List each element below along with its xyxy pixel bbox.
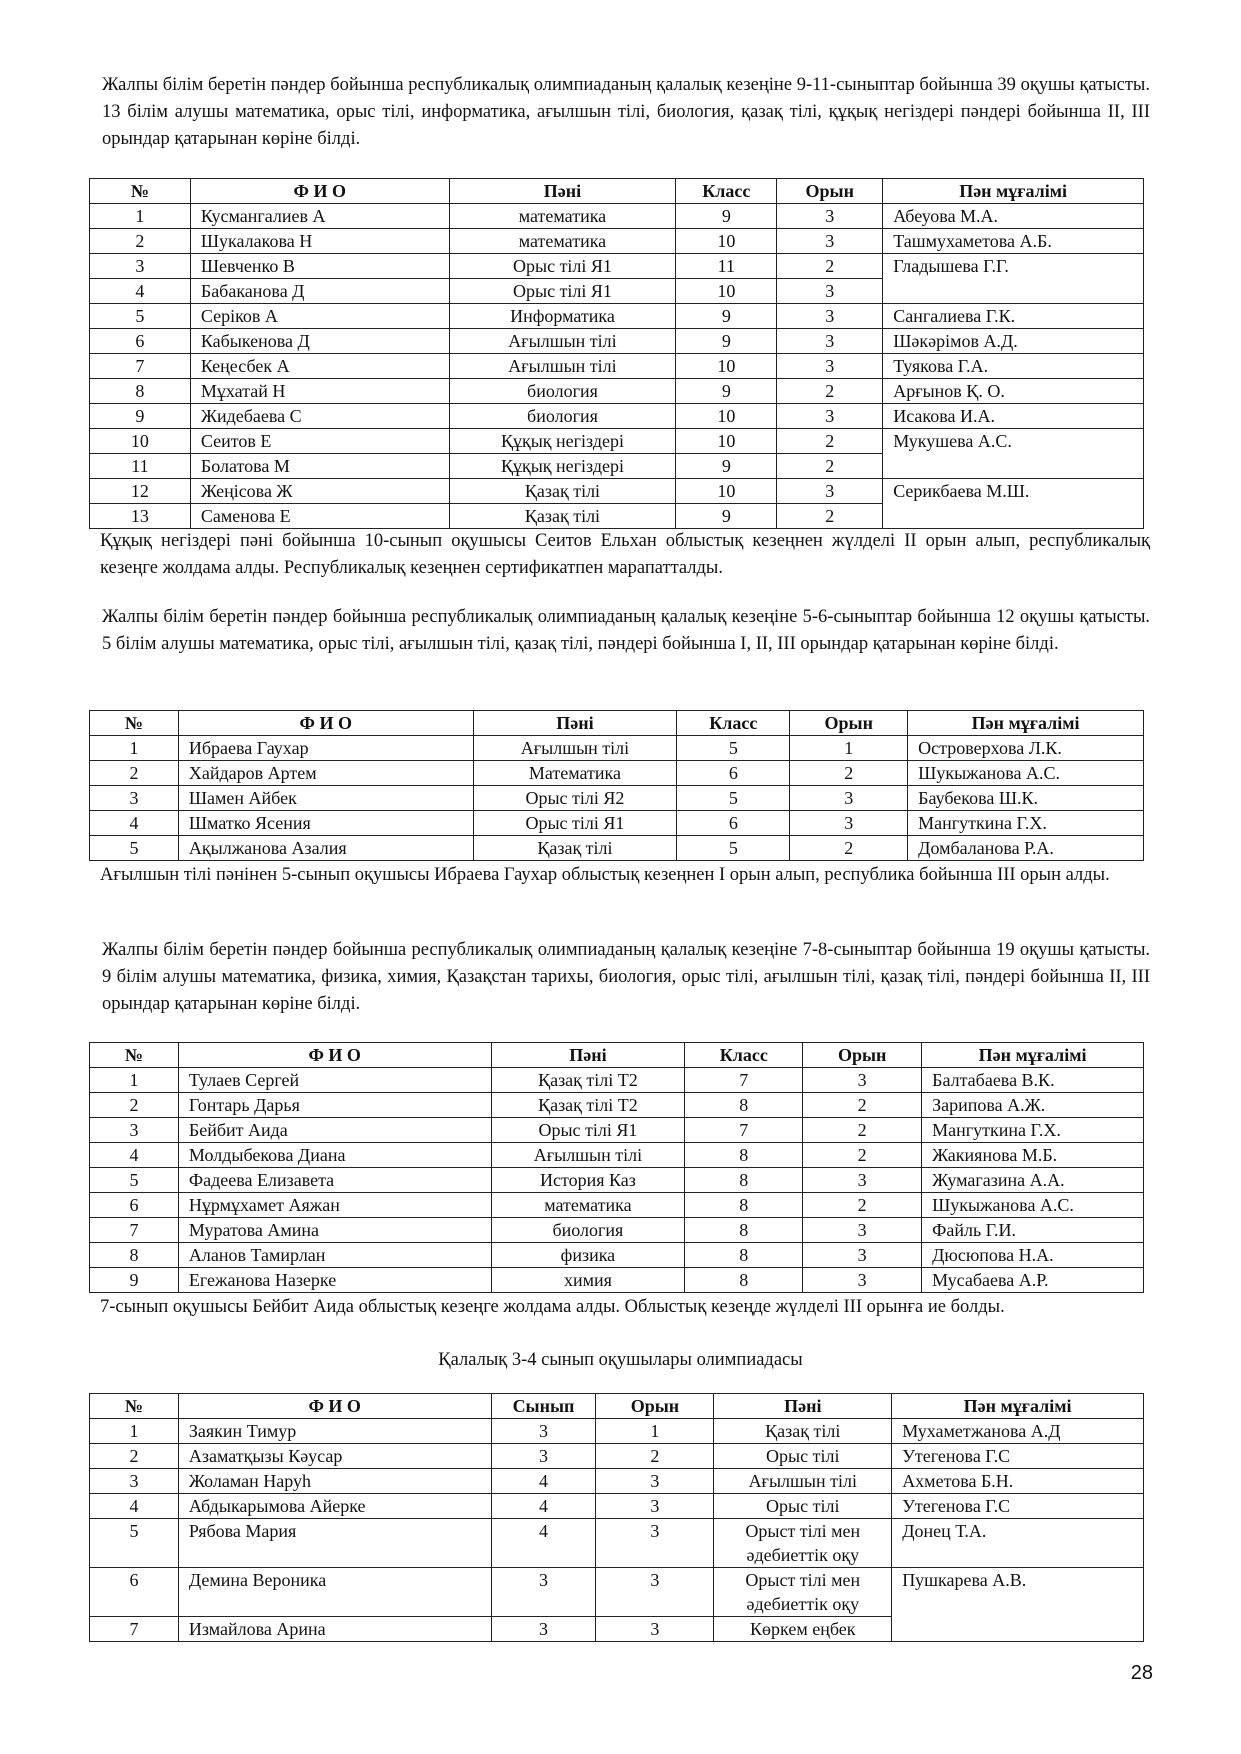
cell-number: 7 <box>90 354 191 379</box>
cell-name: Заякин Тимур <box>178 1419 491 1444</box>
table-header-row <box>90 711 1144 736</box>
cell-subject: Қазақ тілі <box>449 479 676 504</box>
cell-class: 5 <box>677 736 790 761</box>
cell-name: Шматко Ясения <box>178 811 473 836</box>
paragraph-grades-5-6: Жалпы білім беретін пәндер бойынша республикалық олимпиаданың қалалық кезеңіне 5-6-сыныптар бойынша 12 оқушы қатысты. 5 білім алушы математика, орыс тілі, ағылшын тілі, қазақ тілі, пәндері бойынша І, ІІ, ІІІ орындар қатарынан көріне білді. <box>102 607 1150 654</box>
cell-class: 10 <box>676 404 777 429</box>
table-row <box>90 429 1144 454</box>
cell-place: 2 <box>777 254 883 279</box>
cell-number: 12 <box>90 479 191 504</box>
table-row <box>90 1268 1144 1293</box>
cell-grade: 3 <box>491 1617 596 1642</box>
table-row <box>90 329 1144 354</box>
table-row <box>90 379 1144 404</box>
cell-subject: Орыст тілі мен әдебиеттік оқу <box>714 1519 892 1568</box>
cell-teacher: Серикбаева М.Ш. <box>883 479 1144 529</box>
cell-place: 2 <box>803 1143 922 1168</box>
cell-subject: Құқық негіздері <box>449 429 676 454</box>
col-header-subject: Пәні <box>473 711 677 736</box>
cell-number: 2 <box>90 761 179 786</box>
cell-name: Егежанова Назерке <box>178 1268 491 1293</box>
cell-place: 3 <box>790 786 908 811</box>
cell-number: 10 <box>90 429 191 454</box>
cell-place: 1 <box>790 736 908 761</box>
cell-place: 1 <box>596 1419 714 1444</box>
table-row <box>90 1143 1144 1168</box>
cell-place: 3 <box>777 204 883 229</box>
cell-class: 9 <box>676 204 777 229</box>
section-title-grades-3-4: Қалалық 3-4 сынып оқушылары олимпиадасы <box>438 1350 803 1370</box>
cell-subject: Ағылшын тілі <box>449 329 676 354</box>
table-row <box>90 404 1144 429</box>
col-header-place: Орын <box>790 711 908 736</box>
cell-teacher: Жумагазина А.А. <box>922 1168 1144 1193</box>
cell-number: 5 <box>90 1168 179 1193</box>
col-header-grade: Сынып <box>491 1394 596 1419</box>
cell-place: 2 <box>803 1193 922 1218</box>
cell-teacher: Туякова Г.А. <box>883 354 1144 379</box>
cell-number: 4 <box>90 279 191 304</box>
table-row <box>90 1494 1144 1519</box>
cell-place: 3 <box>803 1068 922 1093</box>
cell-name: Демина Вероника <box>178 1568 491 1617</box>
table-row <box>90 1193 1144 1218</box>
cell-teacher: Шәкәрімов А.Д. <box>883 329 1144 354</box>
cell-class: 10 <box>676 279 777 304</box>
cell-teacher: Зарипова А.Ж. <box>922 1093 1144 1118</box>
cell-subject: Орыс тілі <box>714 1444 892 1469</box>
table-row <box>90 1469 1144 1494</box>
cell-class: 6 <box>677 811 790 836</box>
table-row <box>90 304 1144 329</box>
table-row <box>90 1519 1144 1568</box>
cell-grade: 4 <box>491 1494 596 1519</box>
col-header-teacher: Пән мұғалімі <box>883 179 1144 204</box>
table-row <box>90 1218 1144 1243</box>
cell-place: 2 <box>790 761 908 786</box>
cell-number: 7 <box>90 1218 179 1243</box>
cell-class: 9 <box>676 329 777 354</box>
cell-subject: История Каз <box>491 1168 685 1193</box>
cell-subject: Ағылшын тілі <box>491 1143 685 1168</box>
cell-number: 9 <box>90 404 191 429</box>
cell-number: 3 <box>90 1118 179 1143</box>
table-grades-5-6 <box>89 710 1144 861</box>
table-row <box>90 736 1144 761</box>
table-row <box>90 1168 1144 1193</box>
table-row <box>90 1243 1144 1268</box>
cell-name: Бейбит Аида <box>178 1118 491 1143</box>
cell-class: 8 <box>685 1093 803 1118</box>
col-header-name: Ф И О <box>190 179 449 204</box>
cell-name: Измайлова Арина <box>178 1617 491 1642</box>
cell-name: Муратова Амина <box>178 1218 491 1243</box>
table-row <box>90 786 1144 811</box>
cell-place: 2 <box>777 429 883 454</box>
cell-class: 10 <box>676 354 777 379</box>
cell-teacher: Утегенова Г.С <box>892 1444 1144 1469</box>
col-header-subject: Пәні <box>714 1394 892 1419</box>
cell-class: 8 <box>685 1143 803 1168</box>
cell-teacher: Жакиянова М.Б. <box>922 1143 1144 1168</box>
cell-teacher: Файль Г.И. <box>922 1218 1144 1243</box>
cell-place: 3 <box>777 404 883 429</box>
cell-name: Ақылжанова Азалия <box>178 836 473 861</box>
cell-class: 5 <box>677 786 790 811</box>
cell-place: 3 <box>777 229 883 254</box>
cell-place: 3 <box>596 1519 714 1568</box>
table-header-row <box>90 179 1144 204</box>
cell-subject: Орыс тілі Я1 <box>491 1118 685 1143</box>
cell-name: Бабаканова Д <box>190 279 449 304</box>
col-header-name: Ф И О <box>178 1394 491 1419</box>
cell-name: Абдыкарымова Айерке <box>178 1494 491 1519</box>
cell-subject: Орыс тілі Я1 <box>449 254 676 279</box>
cell-name: Нұрмұхамет Аяжан <box>178 1193 491 1218</box>
cell-teacher: Мангуткина Г.Х. <box>908 811 1144 836</box>
cell-number: 3 <box>90 1469 179 1494</box>
cell-teacher: Исакова И.А. <box>883 404 1144 429</box>
cell-grade: 3 <box>491 1419 596 1444</box>
cell-number: 13 <box>90 504 191 529</box>
table-row <box>90 1419 1144 1444</box>
col-header-number: № <box>90 711 179 736</box>
cell-teacher: Шукыжанова А.С. <box>922 1193 1144 1218</box>
table-grades-9-11 <box>89 178 1144 529</box>
cell-number: 6 <box>90 1193 179 1218</box>
table-row <box>90 229 1144 254</box>
cell-subject: Көркем еңбек <box>714 1617 892 1642</box>
cell-class: 8 <box>685 1218 803 1243</box>
cell-class: 5 <box>677 836 790 861</box>
cell-subject: физика <box>491 1243 685 1268</box>
table-header-row <box>90 1043 1144 1068</box>
cell-place: 3 <box>777 479 883 504</box>
cell-subject: Қазақ тілі <box>449 504 676 529</box>
cell-place: 2 <box>803 1118 922 1143</box>
col-header-teacher: Пән мұғалімі <box>922 1043 1144 1068</box>
cell-place: 3 <box>596 1617 714 1642</box>
cell-teacher: Утегенова Г.С <box>892 1494 1144 1519</box>
cell-number: 1 <box>90 1068 179 1093</box>
cell-number: 3 <box>90 254 191 279</box>
cell-subject: Орыс тілі Я1 <box>449 279 676 304</box>
cell-place: 2 <box>777 454 883 479</box>
cell-teacher: Шукыжанова А.С. <box>908 761 1144 786</box>
cell-name: Жидебаева С <box>190 404 449 429</box>
cell-name: Жоламан Наруһ <box>178 1469 491 1494</box>
cell-class: 6 <box>677 761 790 786</box>
col-header-class: Класс <box>676 179 777 204</box>
cell-subject: Орыс тілі <box>714 1494 892 1519</box>
cell-number: 8 <box>90 379 191 404</box>
table-grades-7-8 <box>89 1042 1144 1293</box>
cell-teacher: Гладышева Г.Г. <box>883 254 1144 304</box>
col-header-name: Ф И О <box>178 1043 491 1068</box>
cell-number: 1 <box>90 736 179 761</box>
cell-name: Саменова Е <box>190 504 449 529</box>
cell-subject: Орыс тілі Я1 <box>473 811 677 836</box>
cell-name: Шевченко В <box>190 254 449 279</box>
cell-number: 7 <box>90 1617 179 1642</box>
cell-subject: химия <box>491 1268 685 1293</box>
col-header-name: Ф И О <box>178 711 473 736</box>
cell-class: 7 <box>685 1118 803 1143</box>
cell-subject: математика <box>449 204 676 229</box>
cell-name: Ибраева Гаухар <box>178 736 473 761</box>
cell-name: Мұхатай Н <box>190 379 449 404</box>
cell-teacher: Баубекова Ш.К. <box>908 786 1144 811</box>
cell-grade: 4 <box>491 1519 596 1568</box>
cell-teacher: Мусабаева А.Р. <box>922 1268 1144 1293</box>
cell-class: 11 <box>676 254 777 279</box>
cell-number: 6 <box>90 1568 179 1617</box>
cell-name: Гонтарь Дарья <box>178 1093 491 1118</box>
col-header-class: Класс <box>677 711 790 736</box>
caption-grade7-result: 7-сынып оқушысы Бейбит Аида облыстық кезеңге жолдама алды. Облыстық кезеңде жүлделі ІІІ орынға ие болды. <box>100 1297 1005 1317</box>
cell-place: 2 <box>803 1093 922 1118</box>
cell-place: 3 <box>803 1168 922 1193</box>
cell-teacher: Мукушева А.С. <box>883 429 1144 479</box>
cell-teacher: Мангуткина Г.Х. <box>922 1118 1144 1143</box>
col-header-subject: Пәні <box>449 179 676 204</box>
cell-number: 1 <box>90 204 191 229</box>
caption-english-result: Ағылшын тілі пәнінен 5-сынып оқушысы Ибраева Гаухар облыстық кезеңнен І орын алып, республика бойынша ІІІ орын алды. <box>100 865 1110 885</box>
cell-place: 3 <box>777 279 883 304</box>
cell-subject: Ағылшын тілі <box>473 736 677 761</box>
cell-class: 9 <box>676 304 777 329</box>
cell-place: 3 <box>777 304 883 329</box>
cell-subject: математика <box>449 229 676 254</box>
cell-place: 3 <box>777 354 883 379</box>
cell-subject: Ағылшын тілі <box>714 1469 892 1494</box>
page-number: 28 <box>1130 1662 1153 1684</box>
table-row <box>90 204 1144 229</box>
table-row <box>90 254 1144 279</box>
cell-name: Болатова М <box>190 454 449 479</box>
cell-subject: Орыс тілі Я2 <box>473 786 677 811</box>
cell-number: 4 <box>90 1494 179 1519</box>
table-row <box>90 1444 1144 1469</box>
cell-teacher: Сангалиева Г.К. <box>883 304 1144 329</box>
cell-class: 10 <box>676 229 777 254</box>
cell-subject: Қазақ тілі Т2 <box>491 1068 685 1093</box>
cell-subject: биология <box>491 1218 685 1243</box>
table-row <box>90 836 1144 861</box>
cell-teacher: Абеуова М.А. <box>883 204 1144 229</box>
cell-teacher: Пушкарева А.В. <box>892 1568 1144 1642</box>
cell-subject: биология <box>449 379 676 404</box>
cell-name: Сеитов Е <box>190 429 449 454</box>
cell-subject: Қазақ тілі <box>714 1419 892 1444</box>
cell-teacher: Балтабаева В.К. <box>922 1068 1144 1093</box>
cell-number: 1 <box>90 1419 179 1444</box>
col-header-teacher: Пән мұғалімі <box>908 711 1144 736</box>
cell-number: 4 <box>90 1143 179 1168</box>
table-row <box>90 1118 1144 1143</box>
cell-number: 5 <box>90 304 191 329</box>
caption-law-result: Құқық негіздері пәні бойынша 10-сынып оқушысы Сеитов Ельхан облыстық кезеңнен жүлделі ІІ орын алып, республикалық кезеңге жолдама алды. Республикалық кезеңнен сертификатпен марапатталды. <box>100 531 1150 578</box>
cell-teacher: Донец Т.А. <box>892 1519 1144 1568</box>
cell-grade: 3 <box>491 1444 596 1469</box>
cell-teacher: Ахметова Б.Н. <box>892 1469 1144 1494</box>
cell-name: Тулаев Сергей <box>178 1068 491 1093</box>
col-header-number: № <box>90 1043 179 1068</box>
paragraph-grades-9-11: Жалпы білім беретін пәндер бойынша республикалық олимпиаданың қалалық кезеңіне 9-11-сыныптар бойынша 39 оқушы қатысты. 13 білім алушы математика, орыс тілі, информатика, ағылшын тілі, биология, қазақ тілі, құқық негіздері пәндері бойынша ІІ, ІІІ орындар қатарынан көріне білді. <box>102 75 1150 149</box>
table-grades-3-4 <box>89 1393 1144 1642</box>
cell-name: Шукалакова Н <box>190 229 449 254</box>
cell-teacher: Ташмухаметова А.Б. <box>883 229 1144 254</box>
table-row <box>90 1068 1144 1093</box>
cell-name: Молдыбекова Диана <box>178 1143 491 1168</box>
cell-class: 10 <box>676 429 777 454</box>
table-row <box>90 354 1144 379</box>
cell-subject: Қазақ тілі Т2 <box>491 1093 685 1118</box>
col-header-subject: Пәні <box>491 1043 685 1068</box>
cell-place: 3 <box>596 1469 714 1494</box>
cell-teacher: Домбаланова Р.А. <box>908 836 1144 861</box>
col-header-class: Класс <box>685 1043 803 1068</box>
cell-name: Фадеева Елизавета <box>178 1168 491 1193</box>
cell-number: 8 <box>90 1243 179 1268</box>
cell-name: Кусмангалиев А <box>190 204 449 229</box>
table-row <box>90 761 1144 786</box>
cell-class: 9 <box>676 504 777 529</box>
cell-class: 8 <box>685 1268 803 1293</box>
cell-number: 4 <box>90 811 179 836</box>
cell-teacher: Мухаметжанова А.Д <box>892 1419 1144 1444</box>
cell-subject: биология <box>449 404 676 429</box>
cell-grade: 3 <box>491 1568 596 1617</box>
cell-subject: Информатика <box>449 304 676 329</box>
cell-teacher: Арғынов Қ. О. <box>883 379 1144 404</box>
cell-subject: Математика <box>473 761 677 786</box>
table-row <box>90 811 1144 836</box>
cell-name: Жеңісова Ж <box>190 479 449 504</box>
table-header-row <box>90 1394 1144 1419</box>
cell-number: 2 <box>90 1093 179 1118</box>
cell-class: 10 <box>676 479 777 504</box>
cell-class: 9 <box>676 379 777 404</box>
cell-name: Рябова Мария <box>178 1519 491 1568</box>
cell-class: 9 <box>676 454 777 479</box>
cell-subject: Орыст тілі мен әдебиеттік оқу <box>714 1568 892 1617</box>
cell-subject: математика <box>491 1193 685 1218</box>
cell-place: 3 <box>596 1494 714 1519</box>
cell-name: Кеңесбек А <box>190 354 449 379</box>
cell-class: 8 <box>685 1193 803 1218</box>
cell-place: 2 <box>596 1444 714 1469</box>
cell-place: 2 <box>790 836 908 861</box>
cell-class: 8 <box>685 1168 803 1193</box>
cell-place: 3 <box>803 1218 922 1243</box>
cell-number: 6 <box>90 329 191 354</box>
cell-name: Серіков А <box>190 304 449 329</box>
table-row <box>90 1568 1144 1617</box>
paragraph-grades-7-8: Жалпы білім беретін пәндер бойынша республикалық олимпиаданың қалалық кезеңіне 7-8-сыныптар бойынша 19 оқушы қатысты. 9 білім алушы математика, физика, химия, Қазақстан тарихы, биология, орыс тілі, ағылшын тілі, қазақ тілі, пәндері бойынша ІІ, ІІІ орындар қатарынан көріне білді. <box>102 940 1150 1014</box>
cell-subject: Қазақ тілі <box>473 836 677 861</box>
table-row <box>90 1093 1144 1118</box>
cell-place: 2 <box>777 379 883 404</box>
cell-number: 2 <box>90 229 191 254</box>
cell-number: 9 <box>90 1268 179 1293</box>
cell-number: 5 <box>90 836 179 861</box>
cell-place: 2 <box>777 504 883 529</box>
col-header-number: № <box>90 179 191 204</box>
cell-place: 3 <box>803 1243 922 1268</box>
cell-name: Хайдаров Артем <box>178 761 473 786</box>
cell-teacher: Дюсюпова Н.А. <box>922 1243 1144 1268</box>
cell-name: Азаматқызы Кәусар <box>178 1444 491 1469</box>
cell-name: Кабыкенова Д <box>190 329 449 354</box>
cell-number: 11 <box>90 454 191 479</box>
cell-grade: 4 <box>491 1469 596 1494</box>
cell-number: 3 <box>90 786 179 811</box>
cell-class: 8 <box>685 1243 803 1268</box>
cell-place: 3 <box>777 329 883 354</box>
col-header-place: Орын <box>596 1394 714 1419</box>
cell-number: 5 <box>90 1519 179 1568</box>
cell-place: 3 <box>596 1568 714 1617</box>
cell-subject: Ағылшын тілі <box>449 354 676 379</box>
cell-name: Шамен Айбек <box>178 786 473 811</box>
table-row <box>90 479 1144 504</box>
cell-subject: Құқық негіздері <box>449 454 676 479</box>
cell-teacher: Островерхова Л.К. <box>908 736 1144 761</box>
cell-class: 7 <box>685 1068 803 1093</box>
col-header-teacher: Пән мұғалімі <box>892 1394 1144 1419</box>
col-header-place: Орын <box>803 1043 922 1068</box>
cell-place: 3 <box>790 811 908 836</box>
cell-place: 3 <box>803 1268 922 1293</box>
cell-name: Аланов Тамирлан <box>178 1243 491 1268</box>
col-header-place: Орын <box>777 179 883 204</box>
cell-number: 2 <box>90 1444 179 1469</box>
col-header-number: № <box>90 1394 179 1419</box>
